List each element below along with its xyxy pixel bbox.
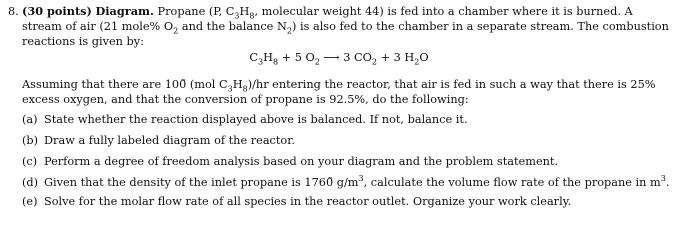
problem-parts [22,112,670,215]
part-text: Perform a degree of freedom analysis based on your diagram and the problem statement. [44,155,559,168]
problem-title: Diagram. [95,4,154,18]
combustion-equation: $C_3H_8 + 5$ $O_2$ ⟶ 3 $CO_2 + 3$ $H_2O$ [249,51,429,67]
part-d [22,175,670,190]
problem-intro-text: Propane (P, $C_3H_8$, molecular weight 44) is fed into a chamber where it is burned. A stream of air (21 mole% $O_2$ and the balance $N_2$) is also fed to the chamber in a separate stream. The combustion reactions is given by: [22,5,669,48]
part-text: Given that the density of the inlet propane is 1760̃ $g/m^3$, calculate the volume flow rate of the propane in $m^3$. [44,174,670,189]
assumption-text: Assuming that there are 100̃ (mol $C_3H_8)/hr$ entering the reactor, that air is fed in such a way that there is 25% excess oxygen, and that the conversion of propane is 92.5%, do the following: [22,78,656,106]
problem-intro [22,4,670,49]
part-text: Solve for the molar flow rate of all species in the reactor outlet. Organize your work clearly. [44,195,572,208]
part-label: (d) [22,176,39,189]
part-text: State whether the reaction displayed above is balanced. If not, balance it. [44,113,468,126]
part-label: (a) [22,113,38,126]
part-label: (e) [22,195,38,208]
part-label: (c) [22,155,38,168]
part-a [22,112,670,127]
question-number: 8. [8,5,19,18]
part-label: (b) [22,134,39,147]
part-text: Draw a fully labeled diagram of the reactor. [44,134,295,147]
part-e [22,194,670,209]
part-c [22,154,670,169]
part-b [22,133,670,148]
problem-points: (30 points) [22,4,92,18]
